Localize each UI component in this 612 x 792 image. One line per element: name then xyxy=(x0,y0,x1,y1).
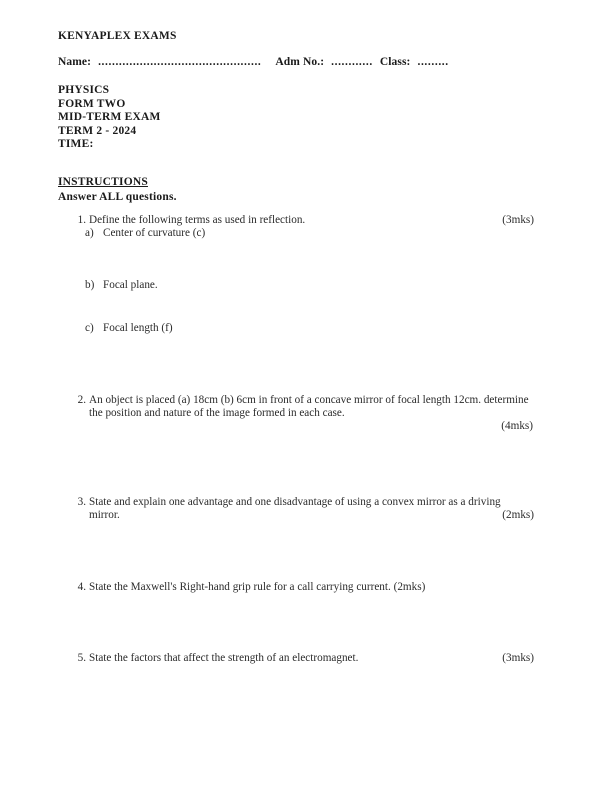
question-item-5 xyxy=(58,652,534,665)
question-1-subparts xyxy=(58,227,534,335)
class-fill-dots: ......... xyxy=(417,56,449,68)
question-1-marks: (3mks) xyxy=(502,213,534,226)
exam-brand-title: KENYAPLEX EXAMS xyxy=(58,30,177,42)
question-1-subpart-c xyxy=(58,322,534,335)
question-1-row xyxy=(58,214,534,227)
question-3-marks: (2mks) xyxy=(502,509,534,522)
question-4-marks: (2mks) xyxy=(393,580,426,593)
answer-space-after-q3 xyxy=(58,523,534,581)
question-item-3 xyxy=(58,496,534,523)
questions-list xyxy=(58,214,534,665)
meta-exam-type: MID-TERM EXAM xyxy=(58,111,161,124)
question-5-number: 5. xyxy=(77,652,86,665)
answer-space-after-q4 xyxy=(58,594,534,652)
class-label: Class: xyxy=(379,56,411,68)
instructions-block xyxy=(58,172,534,204)
question-3-row xyxy=(58,496,534,523)
question-5-row xyxy=(58,652,534,665)
question-item-4 xyxy=(58,581,534,594)
question-1-subpart-a xyxy=(58,227,534,240)
question-item-1 xyxy=(58,214,534,336)
subpart-b-label: b) xyxy=(85,278,95,291)
question-2-row xyxy=(58,394,534,434)
question-1-subpart-b xyxy=(58,279,534,292)
question-4-text xyxy=(89,581,534,594)
subpart-a-label: a) xyxy=(85,227,94,240)
candidate-details-line xyxy=(58,56,534,68)
instructions-heading: INSTRUCTIONS xyxy=(58,175,148,188)
subpart-b-text: Focal plane. xyxy=(103,278,158,291)
instructions-subtitle: Answer ALL questions. xyxy=(58,190,177,203)
meta-time: TIME: xyxy=(58,138,94,151)
answer-space-1a xyxy=(58,241,534,279)
question-2-number: 2. xyxy=(77,393,86,406)
adm-no-fill-dots: ............ xyxy=(331,56,373,68)
question-5-text: State the factors that affect the strength of an electromagnet. xyxy=(89,652,359,665)
question-1-number: 1. xyxy=(77,213,86,226)
question-3-number: 3. xyxy=(77,495,86,508)
exam-meta-block xyxy=(58,84,534,152)
question-4-body: State the Maxwell's Right-hand grip rule for a call carrying current. xyxy=(89,580,391,593)
meta-form: FORM TWO xyxy=(58,97,126,110)
subpart-c-text: Focal length (f) xyxy=(103,322,173,335)
page-content xyxy=(58,30,534,665)
meta-term-year: TERM 2 - 2024 xyxy=(58,124,137,137)
question-5-marks: (3mks) xyxy=(502,652,534,665)
question-item-2 xyxy=(58,394,534,434)
question-2-marks: (4mks) xyxy=(501,420,533,433)
question-2-text: An object is placed (a) 18cm (b) 6cm in front of a concave mirror of focal length 12cm. determine the position and nature of the image formed in each case. xyxy=(89,393,529,419)
adm-no-label: Adm No.: xyxy=(275,56,325,68)
answer-space-after-q1 xyxy=(58,336,534,394)
question-4-row xyxy=(58,581,534,594)
subpart-a-text: Center of curvature (c) xyxy=(103,227,206,240)
subpart-c-label: c) xyxy=(85,322,94,335)
name-label: Name: xyxy=(58,56,92,68)
answer-space-after-q2 xyxy=(58,434,534,496)
meta-subject: PHYSICS xyxy=(58,84,110,96)
answer-space-1b xyxy=(58,292,534,322)
question-4-number: 4. xyxy=(77,580,86,593)
question-1-text: Define the following terms as used in reflection. xyxy=(89,213,306,226)
name-fill-dots: ............................................... xyxy=(98,56,262,68)
question-3-text: State and explain one advantage and one disadvantage of using a convex mirror as a driving mirror. xyxy=(89,495,501,522)
